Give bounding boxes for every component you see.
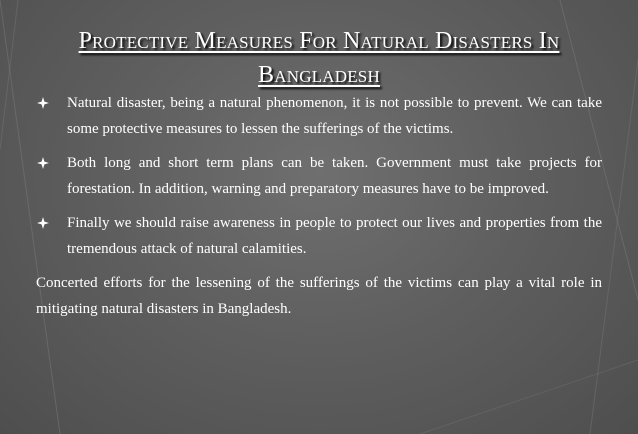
list-item — [36, 90, 602, 142]
slide-content — [36, 90, 602, 322]
bullet-text: Natural disaster, being a natural phenomenon, it is not possible to prevent. We can take some protective measures to lessen the sufferings of the victims. — [67, 95, 602, 137]
diamond-bullet-icon — [37, 217, 49, 229]
bullet-text: Finally we should raise awareness in people to protect our lives and properties from the tremendous attack of natural calamities. — [67, 215, 602, 257]
bullet-list — [36, 90, 602, 262]
diamond-bullet-icon — [37, 97, 49, 109]
list-item — [36, 210, 602, 262]
diamond-bullet-icon — [37, 157, 49, 169]
list-item — [36, 150, 602, 202]
conclusion-paragraph: Concerted efforts for the lessening of the sufferings of the victims can play a vital role in mitigating natural disasters in Bangladesh. — [36, 275, 602, 317]
page-title: Protective Measures For Natural Disasters In Bangladesh — [78, 28, 560, 88]
bullet-text: Both long and short term plans can be taken. Government must take projects for forestation. In addition, warning and preparatory measures have to be improved. — [67, 155, 602, 197]
